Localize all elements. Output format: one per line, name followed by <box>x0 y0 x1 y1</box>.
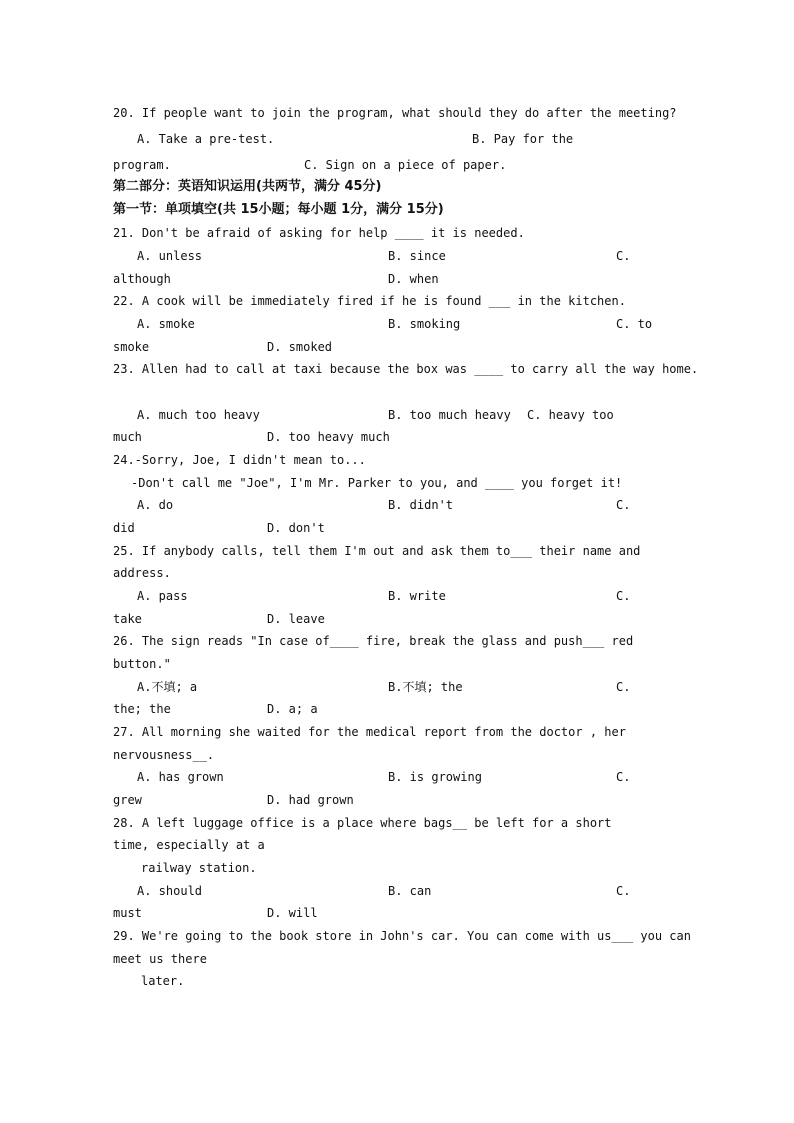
q22-option-b: B. smoking <box>388 317 461 331</box>
section1-heading: 第一节：单项填空(共 15小题；每小题 1分，满分 15分) <box>113 202 444 217</box>
q25-stem-2: address. <box>113 566 171 580</box>
q21-option-a: A. unless <box>137 249 203 263</box>
q22-option-a: A. smoke <box>137 317 195 331</box>
q26-stem: 26. The sign reads "In case of____ fire, break the glass and push___ red <box>113 634 634 648</box>
q27-option-a: A. has grown <box>137 770 224 784</box>
q22-stem: 22. A cook will be immediately fired if he is found ___ in the kitchen. <box>113 294 626 308</box>
q26-option-c: C. <box>616 680 631 694</box>
q23-option-c-cont: much <box>113 430 142 444</box>
q24-option-d: D. don't <box>267 521 325 535</box>
q25-stem: 25. If anybody calls, tell them I'm out and ask them to___ their name and <box>113 544 641 558</box>
part2-heading: 第二部分：英语知识运用(共两节，满分 45分) <box>113 179 382 194</box>
q20-option-a: A. Take a pre-test. <box>137 132 275 146</box>
q22-option-c: C. to <box>616 317 653 331</box>
q25-option-d: D. leave <box>267 612 325 626</box>
q24-option-c: C. <box>616 498 631 512</box>
q27-stem: 27. All morning she waited for the medical report from the doctor , her <box>113 725 626 739</box>
q26-option-a: A.不填; a <box>137 680 198 694</box>
q23-option-b: B. too much heavy <box>388 408 511 422</box>
q27-option-b: B. is growing <box>388 770 482 784</box>
q27-option-c: C. <box>616 770 631 784</box>
q24-stem-2: -Don't call me "Joe", I'm Mr. Parker to you, and ____ you forget it! <box>131 476 623 490</box>
q28-option-b: B. can <box>388 884 432 898</box>
q21-option-b: B. since <box>388 249 446 263</box>
q21-stem: 21. Don't be afraid of asking for help ____ it is needed. <box>113 226 525 240</box>
q28-option-d: D. will <box>267 906 318 920</box>
q26-option-b: B.不填; the <box>388 680 463 694</box>
q27-option-c-cont: grew <box>113 793 142 807</box>
q20-stem: 20. If people want to join the program, what should they do after the meeting? <box>113 106 677 120</box>
q23-option-a: A. much too heavy <box>137 408 260 422</box>
q23-option-d: D. too heavy much <box>267 430 390 444</box>
q25-option-c: C. <box>616 589 631 603</box>
q21-option-c-cont: although <box>113 272 171 286</box>
q26-stem-2: button." <box>113 657 171 671</box>
q28-stem-2: time, especially at a <box>113 838 265 852</box>
q24-option-a: A. do <box>137 498 174 512</box>
q27-option-d: D. had grown <box>267 793 354 807</box>
q22-option-c-cont: smoke <box>113 340 150 354</box>
q20-option-c: C. Sign on a piece of paper. <box>304 158 507 172</box>
q28-option-c-cont: must <box>113 906 142 920</box>
q21-option-d: D. when <box>388 272 439 286</box>
q29-stem: 29. We're going to the book store in John's car. You can come with us___ you can <box>113 929 691 943</box>
q24-option-b: B. didn't <box>388 498 454 512</box>
q21-option-c: C. <box>616 249 631 263</box>
q24-stem: 24.-Sorry, Joe, I didn't mean to... <box>113 453 366 467</box>
q28-stem-3: railway station. <box>141 861 257 875</box>
q25-option-c-cont: take <box>113 612 142 626</box>
q26-option-c-cont: the; the <box>113 702 171 716</box>
q27-stem-2: nervousness__. <box>113 748 215 762</box>
q23-stem: 23. Allen had to call at taxi because the box was ____ to carry all the way home. <box>113 362 699 376</box>
q25-option-b: B. write <box>388 589 446 603</box>
q23-option-c: C. heavy too <box>527 408 614 422</box>
q28-stem: 28. A left luggage office is a place where bags__ be left for a short <box>113 816 612 830</box>
q25-option-a: A. pass <box>137 589 188 603</box>
q28-option-c: C. <box>616 884 631 898</box>
q28-option-a: A. should <box>137 884 203 898</box>
q22-option-d: D. smoked <box>267 340 333 354</box>
q24-option-c-cont: did <box>113 521 135 535</box>
q29-stem-2: meet us there <box>113 952 207 966</box>
q20-option-b-cont: program. <box>113 158 171 172</box>
q29-stem-3: later. <box>141 974 185 988</box>
q20-option-b: B. Pay for the <box>472 132 574 146</box>
q26-option-d: D. a; a <box>267 702 318 716</box>
